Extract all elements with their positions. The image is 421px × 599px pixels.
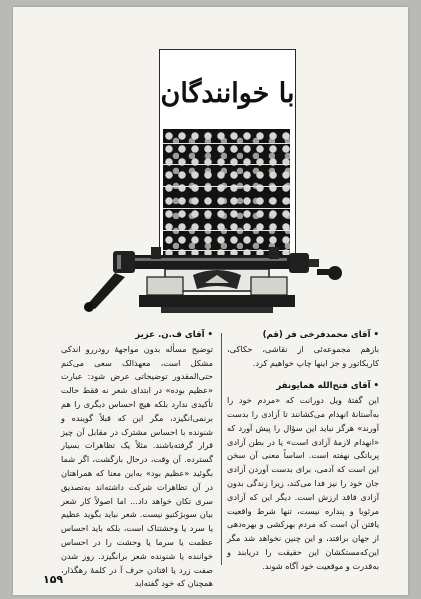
letter-heading: • آقای ف.ن. عزیز (135, 330, 213, 340)
column-divider (221, 333, 222, 565)
page-number: ۱۵۹ (43, 573, 64, 586)
letter-reply: توضیح مسأله بدون مواجههٔ رودررو اندکی مشکل است، معهذالک سعی می‌کنم حتی‌المقدور توضیحاتی عرض شود: عبارت «عظیم بوده» در ابتدای شعر نه فقط حالت تأکیدی ندارد بلکه هیچ احساس دیگری را هم برنمی‌انگیزد، مگر این که قبلاً گوینده و شنونده با احساس مشترک در مقابل آن چیز قرار گرفته‌باشند. مثلاً یک تظاهرات بسیار گسترده. آن وقت، درحال بازگشت، اگر شما بگوئید «عظیم بود» به‌این معنا که همراهتان در آن تظاهرات شرکت داشته‌اند به‌تصدیق سری تکان خواهد داد... اما اصولاً کار شعر بیان سوبژکتیو نیست. شعر نباید بگوید عظیم یا سرد یا وحشتناک است، بلکه باید احساس عظمت یا سرما یا وحشت را در احساس خواننده یا شنونده شعر برانگیزد. روز شدن صفت زرد یا افتادن حرف آ در کلمهٔ رهگذار، همچنان که خود گفته‌اید (61, 343, 213, 589)
magazine-page (13, 7, 408, 595)
letters-columns (61, 329, 379, 589)
right-column (227, 329, 379, 574)
letter-reply: بازهم مجموعه‌ئی از نقاشی، حکاکی، کاریکاتور و جز اینها چاپ خواهیم کرد. (227, 343, 379, 368)
letter-heading: • آقای فتح‌الله همایونفر (276, 381, 379, 392)
left-column (61, 329, 213, 591)
letter-reply: این گفتهٔ ویل دورانت که «مردم خود را به‌آستانهٔ انهدام می‌کشانند تا آزادی را بدست آورند» هرگز نباید این سؤال را پیش آورد که «انهدام لازمهٔ آزادی است» یا در بطن آزادی پرباتگی نهفته است. اساساً معنی آن سخن این است که آدمی، برای بدست آوردن آزادی جان خود را نیز فدا می‌کند، زیرا زندگی بدون آزادی فاقد ارزش است. دیگر این که آزادی مرئوبا و پنداره نیست، تنها شرط واقعیت یافتن آن است که مردم بهرکشی و بهره‌دهی از جهان برافتد، و این چنین نخواهد شد مگر این‌که‌مستکشان این حقیقت را دریابند و به‌قدرت و موقعیت خود آگاه شوند. (227, 395, 379, 571)
masthead-title: با خوانندگان (160, 78, 295, 109)
typewriter-drawing (73, 217, 343, 317)
typewriter-newspaper-illustration (73, 47, 343, 317)
letter-heading: • آقای محمدفرخی فر (قم) (262, 330, 379, 340)
